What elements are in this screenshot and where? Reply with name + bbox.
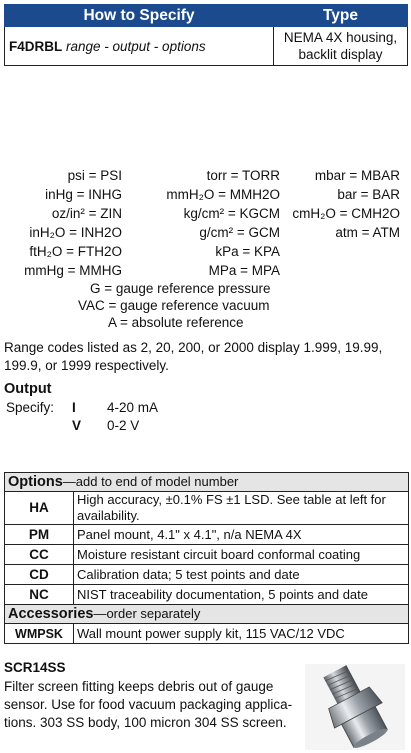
output-desc-v: 0-2 V <box>107 418 140 433</box>
option-code: CD <box>5 565 74 585</box>
output-specify-label: Specify: <box>6 400 55 415</box>
option-desc-line-1: High accuracy, ±0.1% FS ±1 LSD. See table at left for <box>77 492 386 507</box>
unit-code: MBAR <box>360 168 400 183</box>
unit-code: MMH2O <box>229 187 280 202</box>
ref-vacuum: VAC = gauge reference vacuum <box>78 298 270 313</box>
filter-fitting-photo <box>305 664 405 750</box>
unit-code-entry <box>150 205 280 222</box>
ref-absolute: A = absolute reference <box>108 315 244 330</box>
unit-equals: = <box>214 187 230 202</box>
option-desc: NIST traceability documentation, 5 points and date <box>74 585 409 605</box>
unit-equals: = <box>357 225 373 240</box>
option-row <box>5 565 409 585</box>
option-row <box>5 492 409 525</box>
unit-name: mmH₂O <box>166 187 215 202</box>
unit-name: mmHg <box>24 263 64 278</box>
option-code: HA <box>5 492 74 525</box>
unit-code-entry <box>4 186 122 203</box>
unit-code: KGCM <box>239 206 280 221</box>
option-code: CC <box>5 545 74 565</box>
unit-equals: = <box>238 244 254 259</box>
option-desc <box>74 492 409 525</box>
unit-code: PSI <box>100 168 122 183</box>
unit-name: kg/cm² <box>183 206 225 221</box>
unit-name: g/cm² <box>199 225 234 240</box>
model-code: F4DRBL <box>9 38 63 54</box>
unit-code-entry <box>150 224 280 241</box>
option-row <box>5 545 409 565</box>
options-title: Options <box>8 474 63 490</box>
output-code-i: I <box>72 400 76 415</box>
unit-equals: = <box>345 168 361 183</box>
type-cell <box>274 27 408 66</box>
unit-equals: = <box>335 206 352 221</box>
options-header-row <box>5 473 409 492</box>
unit-name: MPa <box>208 263 237 278</box>
option-row <box>5 585 409 605</box>
range-note-line-1: Range codes listed as 2, 20, 200, or 2000 display 1.999, 19.99, <box>4 340 383 355</box>
unit-code-entry <box>290 205 400 222</box>
option-code: PM <box>5 525 74 545</box>
unit-equals: = <box>226 168 242 183</box>
unit-code: MPA <box>251 263 280 278</box>
option-desc-line-2: availability. <box>77 508 140 523</box>
unit-code: MMHG <box>79 263 122 278</box>
unit-equals: = <box>356 187 373 202</box>
model-cell <box>5 27 274 66</box>
unit-code: BAR <box>372 187 400 202</box>
unit-code-entry <box>4 205 122 222</box>
output-code-v: V <box>72 418 82 433</box>
unit-code-entry <box>150 243 280 260</box>
unit-equals: = <box>72 187 89 202</box>
unit-code: KPA <box>253 244 280 259</box>
unit-code-entry <box>4 224 122 241</box>
unit-equals: = <box>224 206 240 221</box>
how-to-specify-table <box>4 4 408 66</box>
unit-equals: = <box>84 168 101 183</box>
option-code: NC <box>5 585 74 605</box>
unit-name: bar <box>337 187 357 202</box>
unit-code: CMH2O <box>351 206 400 221</box>
scr-line-1: Filter screen fitting keeps debris out of gauge <box>4 679 274 694</box>
options-table <box>4 472 409 644</box>
unit-equals: = <box>62 244 78 259</box>
unit-code-entry <box>150 186 280 203</box>
unit-code-entry <box>290 224 400 241</box>
option-desc: Panel mount, 4.1" x 4.1", n/a NEMA 4X <box>74 525 409 545</box>
unit-name: kPa <box>215 244 239 259</box>
accessory-row <box>5 624 409 644</box>
accessories-header-row <box>5 605 409 624</box>
unit-equals: = <box>63 263 80 278</box>
unit-code-entry <box>150 262 280 279</box>
type-line-1: NEMA 4X housing, <box>283 30 398 45</box>
unit-name: oz/in² <box>51 206 85 221</box>
unit-equals: = <box>236 263 252 278</box>
unit-name: cmH₂O <box>292 206 336 221</box>
unit-name: inHg <box>45 187 73 202</box>
unit-code-entry <box>150 167 280 184</box>
scr-description <box>4 678 304 732</box>
unit-name: mbar <box>314 168 346 183</box>
output-desc-i: 4-20 mA <box>107 400 159 415</box>
reference-codes <box>4 280 404 331</box>
unit-name: ftH₂O <box>29 244 63 259</box>
type-line-2: backlit display <box>298 47 383 62</box>
options-subtitle: —add to end of model number <box>62 474 239 489</box>
unit-equals: = <box>84 206 101 221</box>
unit-code: ZIN <box>100 206 122 221</box>
unit-code-entry <box>4 167 122 184</box>
header-how-to-specify: How to Specify <box>5 5 274 27</box>
unit-name: psi <box>67 168 85 183</box>
unit-code: FTH2O <box>77 244 122 259</box>
option-desc: Calibration data; 5 test points and date <box>74 565 409 585</box>
unit-name: atm <box>335 225 358 240</box>
header-type: Type <box>274 5 408 27</box>
scr-heading: SCR14SS <box>4 660 66 675</box>
range-note-line-2: 199.9, or 1999 respectively. <box>4 358 169 373</box>
unit-equals: = <box>233 225 249 240</box>
unit-code: INH2O <box>80 225 122 240</box>
unit-name: inH₂O <box>29 225 66 240</box>
unit-name: torr <box>206 168 227 183</box>
unit-code-entry <box>4 262 122 279</box>
output-heading: Output <box>4 381 52 397</box>
unit-code: INHG <box>88 187 122 202</box>
accessory-code: WMPSK <box>5 624 74 644</box>
unit-code-entry <box>290 167 400 184</box>
ref-gauge: G = gauge reference pressure <box>90 281 271 296</box>
option-row <box>5 525 409 545</box>
range-note <box>4 339 409 375</box>
unit-code: ATM <box>372 225 400 240</box>
scr-line-2: sensor. Use for food vacuum packaging applica- <box>4 697 293 712</box>
accessory-desc: Wall mount power supply kit, 115 VAC/12 VDC <box>74 624 409 644</box>
model-suffix: range - output - options <box>62 38 206 54</box>
accessories-subtitle: —order separately <box>93 606 201 621</box>
unit-code-entry <box>290 186 400 203</box>
unit-code: GCM <box>248 225 280 240</box>
unit-code-entry <box>4 243 122 260</box>
unit-equals: = <box>65 225 81 240</box>
accessories-title: Accessories <box>8 606 94 622</box>
unit-code: TORR <box>241 168 280 183</box>
scr-line-3: tions. 303 SS body, 100 micron 304 SS screen. <box>4 715 287 730</box>
option-desc: Moisture resistant circuit board conformal coating <box>74 545 409 565</box>
